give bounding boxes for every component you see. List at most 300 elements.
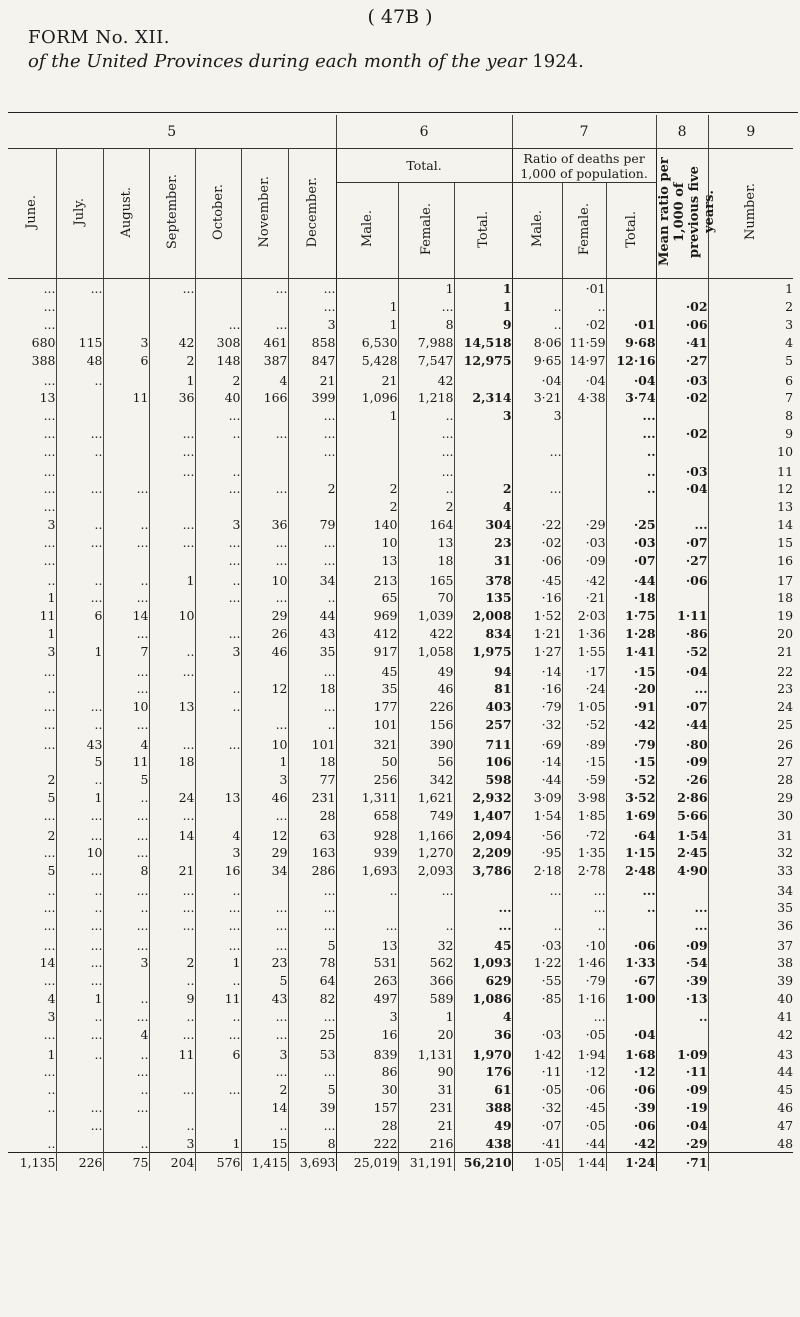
table-cell: 1·36 — [562, 624, 606, 642]
table-cell: 21 — [398, 1116, 454, 1134]
table-cell: 43 — [288, 624, 336, 642]
table-cell: 1·16 — [562, 989, 606, 1007]
table-cell: ... — [103, 806, 149, 824]
table-cell: ... — [8, 697, 56, 715]
table-cell: ·64 — [606, 824, 656, 843]
table-cell — [103, 406, 149, 424]
table-cell: 2·45 — [656, 843, 708, 861]
table-cell: ... — [149, 533, 195, 551]
table-cell: .. — [512, 315, 562, 333]
table-cell: 2,008 — [454, 606, 512, 624]
table-cell: 4 — [195, 824, 241, 843]
table-cell: ·03 — [656, 460, 708, 479]
table-cell — [56, 388, 103, 406]
table-row — [8, 898, 793, 916]
table-cell: ·55 — [512, 971, 562, 989]
table-cell: 1·15 — [606, 843, 656, 861]
table-cell: ... — [56, 697, 103, 715]
table-cell: 90 — [398, 1062, 454, 1080]
table-cell: .. — [606, 442, 656, 460]
table-cell: .. — [56, 1007, 103, 1025]
table-cell: ·16 — [512, 588, 562, 606]
table-cell: 11 — [195, 989, 241, 1007]
table-cell: 304 — [454, 515, 512, 533]
table-row — [8, 788, 793, 806]
table-cell: ... — [398, 460, 454, 479]
table-cell: 1 — [195, 953, 241, 971]
row-number: 8 — [785, 407, 794, 423]
table-cell: 78 — [288, 953, 336, 971]
table-cell: ·18 — [606, 588, 656, 606]
group-9-heading: 9 — [708, 115, 793, 149]
mean-ratio-label: Mean ratio per 1,000 of previous five years. — [656, 157, 717, 267]
table-cell — [454, 879, 512, 898]
table-cell: ... — [241, 1007, 288, 1025]
table-cell: 969 — [336, 606, 398, 624]
table-cell: 1·54 — [512, 806, 562, 824]
table-cell: ... — [241, 1062, 288, 1080]
row-number: 19 — [777, 607, 794, 623]
table-cell: ... — [103, 824, 149, 843]
table-cell: 3 — [241, 1043, 288, 1062]
table-cell: ... — [149, 898, 195, 916]
row-number: 20 — [777, 625, 794, 641]
table-cell: 40 — [195, 388, 241, 406]
table-cell: 29 — [241, 843, 288, 861]
table-cell: ... — [8, 479, 56, 497]
table-cell — [336, 442, 398, 460]
table-cell: 1 — [398, 1007, 454, 1025]
table-cell: ... — [606, 424, 656, 442]
table-cell — [241, 406, 288, 424]
table-row — [8, 1080, 793, 1098]
table-row — [8, 715, 793, 733]
table-cell: ... — [195, 916, 241, 934]
table-cell: 10 — [241, 569, 288, 588]
table-cell: 461 — [241, 333, 288, 351]
table-cell: 629 — [454, 971, 512, 989]
table-cell: ... — [8, 1062, 56, 1080]
table-cell: 3·21 — [512, 388, 562, 406]
table-row — [8, 697, 793, 715]
table-cell: 23 — [454, 533, 512, 551]
table-cell: ... — [149, 442, 195, 460]
table-cell — [336, 460, 398, 479]
table-cell: ·67 — [606, 971, 656, 989]
table-cell: ·06 — [656, 315, 708, 333]
table-cell: .. — [56, 569, 103, 588]
table-cell: .. — [195, 569, 241, 588]
table-cell: .. — [149, 642, 195, 660]
table-cell — [512, 279, 562, 298]
table-cell — [56, 1134, 103, 1153]
table-cell: ... — [512, 442, 562, 460]
table-cell: 917 — [336, 642, 398, 660]
table-cell: ·09 — [656, 1080, 708, 1098]
page-subtitle — [28, 51, 584, 72]
table-cell: 4·38 — [562, 388, 606, 406]
table-cell: ... — [656, 898, 708, 916]
table-cell: .. — [398, 479, 454, 497]
table-cell: 21 — [336, 369, 398, 388]
table-cell: ·19 — [656, 1098, 708, 1116]
table-cell: 9 — [149, 989, 195, 1007]
total-cell: 3,693 — [288, 1153, 336, 1172]
table-cell: 3 — [288, 315, 336, 333]
table-cell: 10 — [56, 843, 103, 861]
row-number: 2 — [785, 298, 794, 314]
total-cell: 25,019 — [336, 1153, 398, 1172]
table-cell: ... — [8, 279, 56, 298]
table-cell: ·06 — [606, 934, 656, 953]
table-cell: 1·21 — [512, 624, 562, 642]
table-cell: 1 — [454, 279, 512, 298]
table-cell: 1 — [149, 569, 195, 588]
row-number: 16 — [777, 552, 794, 568]
table-cell: 8 — [288, 1134, 336, 1153]
table-cell: 2 — [8, 824, 56, 843]
row-number: 34 — [777, 883, 794, 898]
table-cell: ... — [288, 1007, 336, 1025]
table-cell — [454, 460, 512, 479]
table-cell — [56, 460, 103, 479]
table-cell: 4 — [103, 1025, 149, 1043]
table-cell: ... — [241, 588, 288, 606]
table-cell: ... — [8, 843, 56, 861]
table-cell: 2 — [149, 351, 195, 369]
table-cell: ·85 — [512, 989, 562, 1007]
table-cell: 86 — [336, 1062, 398, 1080]
table-cell: ... — [8, 460, 56, 479]
table-cell: 257 — [454, 715, 512, 733]
col-total-male — [336, 183, 398, 279]
row-number: 11 — [777, 464, 794, 479]
table-cell: ·42 — [606, 1134, 656, 1153]
total-cell: 1·44 — [562, 1153, 606, 1172]
col-august — [103, 149, 149, 279]
table-cell: ·59 — [562, 770, 606, 788]
table-cell: ... — [241, 806, 288, 824]
table-cell: .. — [562, 916, 606, 934]
table-cell: ... — [149, 733, 195, 752]
table-cell: 10 — [103, 697, 149, 715]
table-cell: ... — [56, 934, 103, 953]
table-row — [8, 1062, 793, 1080]
table-cell: 1,311 — [336, 788, 398, 806]
table-row — [8, 1007, 793, 1025]
table-cell: 1·85 — [562, 806, 606, 824]
table-cell: .. — [56, 1043, 103, 1062]
table-row — [8, 297, 793, 315]
table-cell — [562, 442, 606, 460]
table-cell: ·04 — [606, 1025, 656, 1043]
table-cell: ·04 — [562, 369, 606, 388]
table-cell: 1·42 — [512, 1043, 562, 1062]
table-cell: .. — [103, 788, 149, 806]
table-cell — [398, 898, 454, 916]
table-row — [8, 861, 793, 879]
table-cell — [103, 424, 149, 442]
table-cell — [562, 479, 606, 497]
table-cell: 14,518 — [454, 333, 512, 351]
table-cell: ·07 — [512, 1116, 562, 1134]
table-cell: ... — [398, 442, 454, 460]
table-cell: ... — [8, 424, 56, 442]
table-cell — [241, 442, 288, 460]
table-cell — [195, 1098, 241, 1116]
table-cell: 56 — [398, 752, 454, 770]
table-cell: ... — [103, 879, 149, 898]
table-cell: ... — [103, 660, 149, 679]
table-cell: ... — [195, 898, 241, 916]
table-cell: ... — [656, 916, 708, 934]
row-number: 6 — [785, 373, 794, 388]
table-row — [8, 606, 793, 624]
table-cell: ... — [195, 624, 241, 642]
table-cell: 13 — [149, 697, 195, 715]
table-cell: 5 — [103, 770, 149, 788]
table-cell: 839 — [336, 1043, 398, 1062]
table-cell: 39 — [288, 1098, 336, 1116]
table-cell: ... — [656, 679, 708, 697]
table-row — [8, 406, 793, 424]
table-cell: .. — [56, 442, 103, 460]
table-cell: ... — [195, 934, 241, 953]
table-cell: 13 — [8, 388, 56, 406]
table-cell: .. — [8, 569, 56, 588]
table-row — [8, 879, 793, 898]
table-cell: 34 — [288, 569, 336, 588]
table-cell: 1 — [8, 588, 56, 606]
table-cell: ... — [8, 898, 56, 916]
table-cell: ... — [149, 1025, 195, 1043]
table-cell: ... — [288, 406, 336, 424]
table-cell: 2 — [149, 953, 195, 971]
table-cell: 48 — [56, 351, 103, 369]
table-cell: ·29 — [562, 515, 606, 533]
table-cell — [454, 424, 512, 442]
table-cell: ... — [103, 1007, 149, 1025]
table-cell: ·91 — [606, 697, 656, 715]
table-cell: 31 — [398, 1080, 454, 1098]
table-cell: 21 — [288, 369, 336, 388]
table-cell — [103, 1116, 149, 1134]
total-cell: ·71 — [656, 1153, 708, 1172]
table-cell: ·03 — [562, 533, 606, 551]
table-cell — [195, 297, 241, 315]
table-cell: .. — [103, 515, 149, 533]
table-cell: ... — [606, 406, 656, 424]
table-cell: 4 — [454, 1007, 512, 1025]
group-7-heading: 7 — [512, 115, 656, 149]
row-number: 32 — [777, 844, 794, 860]
total-cell: 1,135 — [8, 1153, 56, 1172]
table-cell: ·39 — [656, 971, 708, 989]
table-cell: ·89 — [562, 733, 606, 752]
table-cell: .. — [56, 770, 103, 788]
table-cell: ·95 — [512, 843, 562, 861]
table-cell: 1 — [56, 989, 103, 1007]
row-number: 24 — [777, 698, 794, 714]
table-cell: ·44 — [656, 715, 708, 733]
table-cell: ·27 — [656, 351, 708, 369]
table-cell: .. — [103, 1043, 149, 1062]
table-cell: 2·03 — [562, 606, 606, 624]
table-cell: 1,975 — [454, 642, 512, 660]
table-cell: ... — [398, 424, 454, 442]
table-cell: .. — [195, 971, 241, 989]
table-row — [8, 1116, 793, 1134]
table-cell: 438 — [454, 1134, 512, 1153]
table-cell: ... — [8, 315, 56, 333]
table-cell: ... — [103, 715, 149, 733]
table-cell: ... — [56, 953, 103, 971]
table-cell: 1 — [56, 788, 103, 806]
table-cell — [56, 660, 103, 679]
table-cell: ... — [195, 1080, 241, 1098]
table-cell — [656, 879, 708, 898]
table-cell: .. — [606, 479, 656, 497]
col-mean-ratio — [656, 149, 717, 279]
table-cell: 3 — [336, 1007, 398, 1025]
table-cell — [562, 460, 606, 479]
table-cell — [149, 497, 195, 515]
table-cell: 589 — [398, 989, 454, 1007]
table-cell — [512, 497, 562, 515]
table-cell: ... — [8, 533, 56, 551]
table-cell: 216 — [398, 1134, 454, 1153]
table-cell — [454, 369, 512, 388]
table-cell: 1·11 — [656, 606, 708, 624]
table-cell: ·32 — [512, 715, 562, 733]
table-cell: 3 — [149, 1134, 195, 1153]
table-cell: 422 — [398, 624, 454, 642]
table-cell: 1 — [336, 297, 398, 315]
table-cell: ·22 — [512, 515, 562, 533]
table-cell: 13 — [336, 934, 398, 953]
table-cell: 14 — [8, 953, 56, 971]
table-cell: 64 — [288, 971, 336, 989]
row-number: 47 — [777, 1117, 794, 1133]
table-cell: 1,407 — [454, 806, 512, 824]
table-cell: 23 — [241, 953, 288, 971]
table-cell: ... — [56, 588, 103, 606]
table-cell: 1·22 — [512, 953, 562, 971]
table-cell: ... — [241, 315, 288, 333]
table-cell: 658 — [336, 806, 398, 824]
row-number: 43 — [777, 1047, 794, 1062]
table-cell: 18 — [398, 551, 454, 569]
total-cell: 1·05 — [512, 1153, 562, 1172]
table-cell — [149, 479, 195, 497]
table-cell: ·06 — [606, 1116, 656, 1134]
table-cell — [195, 660, 241, 679]
table-cell: 3·74 — [606, 388, 656, 406]
row-number: 36 — [777, 917, 794, 933]
table-cell: 11 — [8, 606, 56, 624]
table-cell: .. — [56, 369, 103, 388]
table-cell: 165 — [398, 569, 454, 588]
table-cell: ... — [8, 551, 56, 569]
table-cell: 1,218 — [398, 388, 454, 406]
table-cell: ... — [398, 879, 454, 898]
table-cell: 1·35 — [562, 843, 606, 861]
table-cell: 61 — [454, 1080, 512, 1098]
totals-row — [8, 1153, 793, 1172]
table-cell — [103, 297, 149, 315]
table-cell: ·09 — [656, 934, 708, 953]
table-cell: 63 — [288, 824, 336, 843]
table-cell: ... — [8, 733, 56, 752]
table-cell: ·02 — [656, 297, 708, 315]
col-december-label: December. — [304, 176, 320, 248]
page-number: ( 47B ) — [367, 6, 433, 28]
table-cell: 28 — [336, 1116, 398, 1134]
table-cell: .. — [8, 1134, 56, 1153]
col-november — [241, 149, 288, 279]
table-cell: 4 — [454, 497, 512, 515]
col-july — [56, 149, 103, 279]
table-cell: ·06 — [606, 1080, 656, 1098]
table-cell — [454, 442, 512, 460]
table-cell — [149, 715, 195, 733]
total-cell: 75 — [103, 1153, 149, 1172]
table-cell: 5,428 — [336, 351, 398, 369]
row-number: 42 — [777, 1026, 794, 1042]
table-cell: ... — [149, 660, 195, 679]
table-cell: .. — [512, 297, 562, 315]
table-cell — [656, 588, 708, 606]
table-cell: ·44 — [512, 770, 562, 788]
table-row — [8, 1043, 793, 1062]
table-cell: ·12 — [606, 1062, 656, 1080]
table-cell — [56, 1080, 103, 1098]
table-cell: ... — [288, 424, 336, 442]
table-cell: ... — [149, 806, 195, 824]
table-row — [8, 497, 793, 515]
table-row — [8, 388, 793, 406]
row-number: 26 — [777, 737, 794, 752]
table-cell: 11 — [103, 388, 149, 406]
table-cell: 3 — [241, 770, 288, 788]
table-cell: 2 — [454, 479, 512, 497]
table-cell: 1,039 — [398, 606, 454, 624]
table-cell — [656, 442, 708, 460]
table-row — [8, 351, 793, 369]
table-cell: 65 — [336, 588, 398, 606]
row-number: 25 — [777, 716, 794, 732]
table-cell: ·04 — [656, 1116, 708, 1134]
col-ratio-female-label: Female. — [576, 202, 592, 256]
col-ratio-total — [606, 183, 656, 279]
table-cell: 16 — [336, 1025, 398, 1043]
table-cell: .. — [398, 916, 454, 934]
col-total-total-label: Total. — [475, 210, 491, 248]
table-cell: ·16 — [512, 679, 562, 697]
table-cell: ... — [562, 879, 606, 898]
table-cell: ·69 — [512, 733, 562, 752]
table-cell: ... — [656, 515, 708, 533]
table-cell — [149, 1098, 195, 1116]
table-cell: ·07 — [606, 551, 656, 569]
table-cell: 81 — [454, 679, 512, 697]
table-cell: .. — [195, 697, 241, 715]
table-cell: 366 — [398, 971, 454, 989]
table-cell: 101 — [288, 733, 336, 752]
table-cell: ·42 — [562, 569, 606, 588]
table-cell: ... — [103, 479, 149, 497]
table-cell — [56, 315, 103, 333]
